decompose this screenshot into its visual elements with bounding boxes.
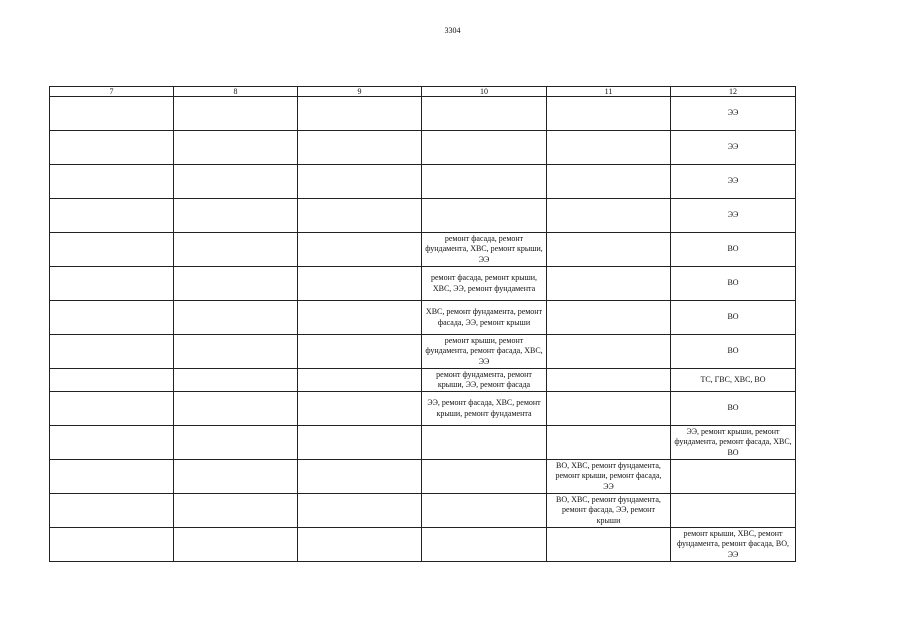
table-cell bbox=[298, 301, 422, 335]
table-cell: ВО, ХВС, ремонт фундамента, ремонт фасада, ЭЭ, ремонт крыши bbox=[547, 494, 671, 528]
column-header: 7 bbox=[50, 87, 174, 97]
column-header: 11 bbox=[547, 87, 671, 97]
table-cell bbox=[298, 267, 422, 301]
column-number-row bbox=[50, 87, 796, 97]
column-header: 8 bbox=[174, 87, 298, 97]
table-cell bbox=[422, 199, 547, 233]
table-cell bbox=[422, 131, 547, 165]
table-cell bbox=[298, 426, 422, 460]
table-cell bbox=[547, 199, 671, 233]
table-cell bbox=[174, 165, 298, 199]
table-cell bbox=[50, 233, 174, 267]
table-cell bbox=[422, 426, 547, 460]
table-cell bbox=[547, 392, 671, 426]
table-row bbox=[50, 199, 796, 233]
table-cell bbox=[50, 335, 174, 369]
table-cell bbox=[174, 460, 298, 494]
table-cell: ЭЭ bbox=[671, 165, 796, 199]
column-header: 9 bbox=[298, 87, 422, 97]
table-cell: ЭЭ, ремонт фасада, ХВС, ремонт крыши, ремонт фундамента bbox=[422, 392, 547, 426]
table-cell: ВО bbox=[671, 267, 796, 301]
table-row bbox=[50, 528, 796, 562]
table-cell bbox=[547, 267, 671, 301]
table-cell bbox=[50, 494, 174, 528]
table-row bbox=[50, 131, 796, 165]
table-row bbox=[50, 369, 796, 392]
table-cell: ремонт фундамента, ремонт крыши, ЭЭ, ремонт фасада bbox=[422, 369, 547, 392]
table-cell bbox=[547, 369, 671, 392]
table-cell: ТС, ГВС, ХВС, ВО bbox=[671, 369, 796, 392]
table-row bbox=[50, 426, 796, 460]
table-cell bbox=[422, 460, 547, 494]
table-cell bbox=[422, 165, 547, 199]
table-cell bbox=[174, 494, 298, 528]
table-cell bbox=[422, 97, 547, 131]
table-cell bbox=[50, 267, 174, 301]
table-cell bbox=[50, 199, 174, 233]
table-cell bbox=[298, 528, 422, 562]
table-row bbox=[50, 494, 796, 528]
table-cell bbox=[174, 233, 298, 267]
table-cell bbox=[174, 369, 298, 392]
table-cell bbox=[298, 97, 422, 131]
table-cell bbox=[50, 460, 174, 494]
table-row bbox=[50, 165, 796, 199]
table-cell: ЭЭ bbox=[671, 131, 796, 165]
table-cell: ЭЭ bbox=[671, 97, 796, 131]
table-cell: ХВС, ремонт фундамента, ремонт фасада, ЭЭ, ремонт крыши bbox=[422, 301, 547, 335]
table-cell bbox=[547, 528, 671, 562]
table-cell bbox=[298, 335, 422, 369]
table-cell: ЭЭ bbox=[671, 199, 796, 233]
table-cell: ВО bbox=[671, 335, 796, 369]
table-cell bbox=[547, 233, 671, 267]
table-cell: ремонт фасада, ремонт крыши, ХВС, ЭЭ, ремонт фундамента bbox=[422, 267, 547, 301]
table-row bbox=[50, 392, 796, 426]
table-cell bbox=[174, 301, 298, 335]
table-cell bbox=[298, 494, 422, 528]
table-cell bbox=[50, 97, 174, 131]
table-row bbox=[50, 460, 796, 494]
column-header: 10 bbox=[422, 87, 547, 97]
table-cell bbox=[174, 528, 298, 562]
table-cell bbox=[50, 392, 174, 426]
table-cell bbox=[547, 426, 671, 460]
table-cell bbox=[298, 460, 422, 494]
table-cell bbox=[50, 426, 174, 460]
table-cell bbox=[422, 494, 547, 528]
table-row bbox=[50, 267, 796, 301]
table-cell bbox=[174, 131, 298, 165]
table-row bbox=[50, 233, 796, 267]
table-cell bbox=[174, 97, 298, 131]
table-cell bbox=[671, 460, 796, 494]
table-cell bbox=[174, 392, 298, 426]
table-cell bbox=[422, 528, 547, 562]
table-cell bbox=[50, 131, 174, 165]
table-cell: ремонт фасада, ремонт фундамента, ХВС, ремонт крыши, ЭЭ bbox=[422, 233, 547, 267]
table-cell bbox=[298, 392, 422, 426]
table-cell: ремонт крыши, ремонт фундамента, ремонт фасада, ХВС, ЭЭ bbox=[422, 335, 547, 369]
table-cell bbox=[174, 426, 298, 460]
table-cell bbox=[671, 494, 796, 528]
table-cell bbox=[174, 267, 298, 301]
table-cell: ВО bbox=[671, 233, 796, 267]
table-cell: ремонт крыши, ХВС, ремонт фундамента, ремонт фасада, ВО, ЭЭ bbox=[671, 528, 796, 562]
table-cell bbox=[174, 199, 298, 233]
column-header: 12 bbox=[671, 87, 796, 97]
table-cell bbox=[298, 199, 422, 233]
table-row bbox=[50, 335, 796, 369]
table-row bbox=[50, 301, 796, 335]
table-cell bbox=[547, 165, 671, 199]
table-row bbox=[50, 97, 796, 131]
table-cell bbox=[50, 369, 174, 392]
table-cell bbox=[50, 301, 174, 335]
works-table bbox=[49, 86, 796, 562]
table-cell bbox=[547, 301, 671, 335]
page-number: 3304 bbox=[444, 26, 461, 35]
table-cell: ВО bbox=[671, 301, 796, 335]
table-cell bbox=[547, 335, 671, 369]
table-cell: ВО, ХВС, ремонт фундамента, ремонт крыши, ремонт фасада, ЭЭ bbox=[547, 460, 671, 494]
table-cell bbox=[547, 97, 671, 131]
table-cell bbox=[547, 131, 671, 165]
table-cell bbox=[50, 528, 174, 562]
table-cell bbox=[174, 335, 298, 369]
table-cell bbox=[298, 131, 422, 165]
table-cell: ВО bbox=[671, 392, 796, 426]
table-cell: ЭЭ, ремонт крыши, ремонт фундамента, ремонт фасада, ХВС, ВО bbox=[671, 426, 796, 460]
table-cell bbox=[298, 369, 422, 392]
table-cell bbox=[50, 165, 174, 199]
table-cell bbox=[298, 165, 422, 199]
table-cell bbox=[298, 233, 422, 267]
